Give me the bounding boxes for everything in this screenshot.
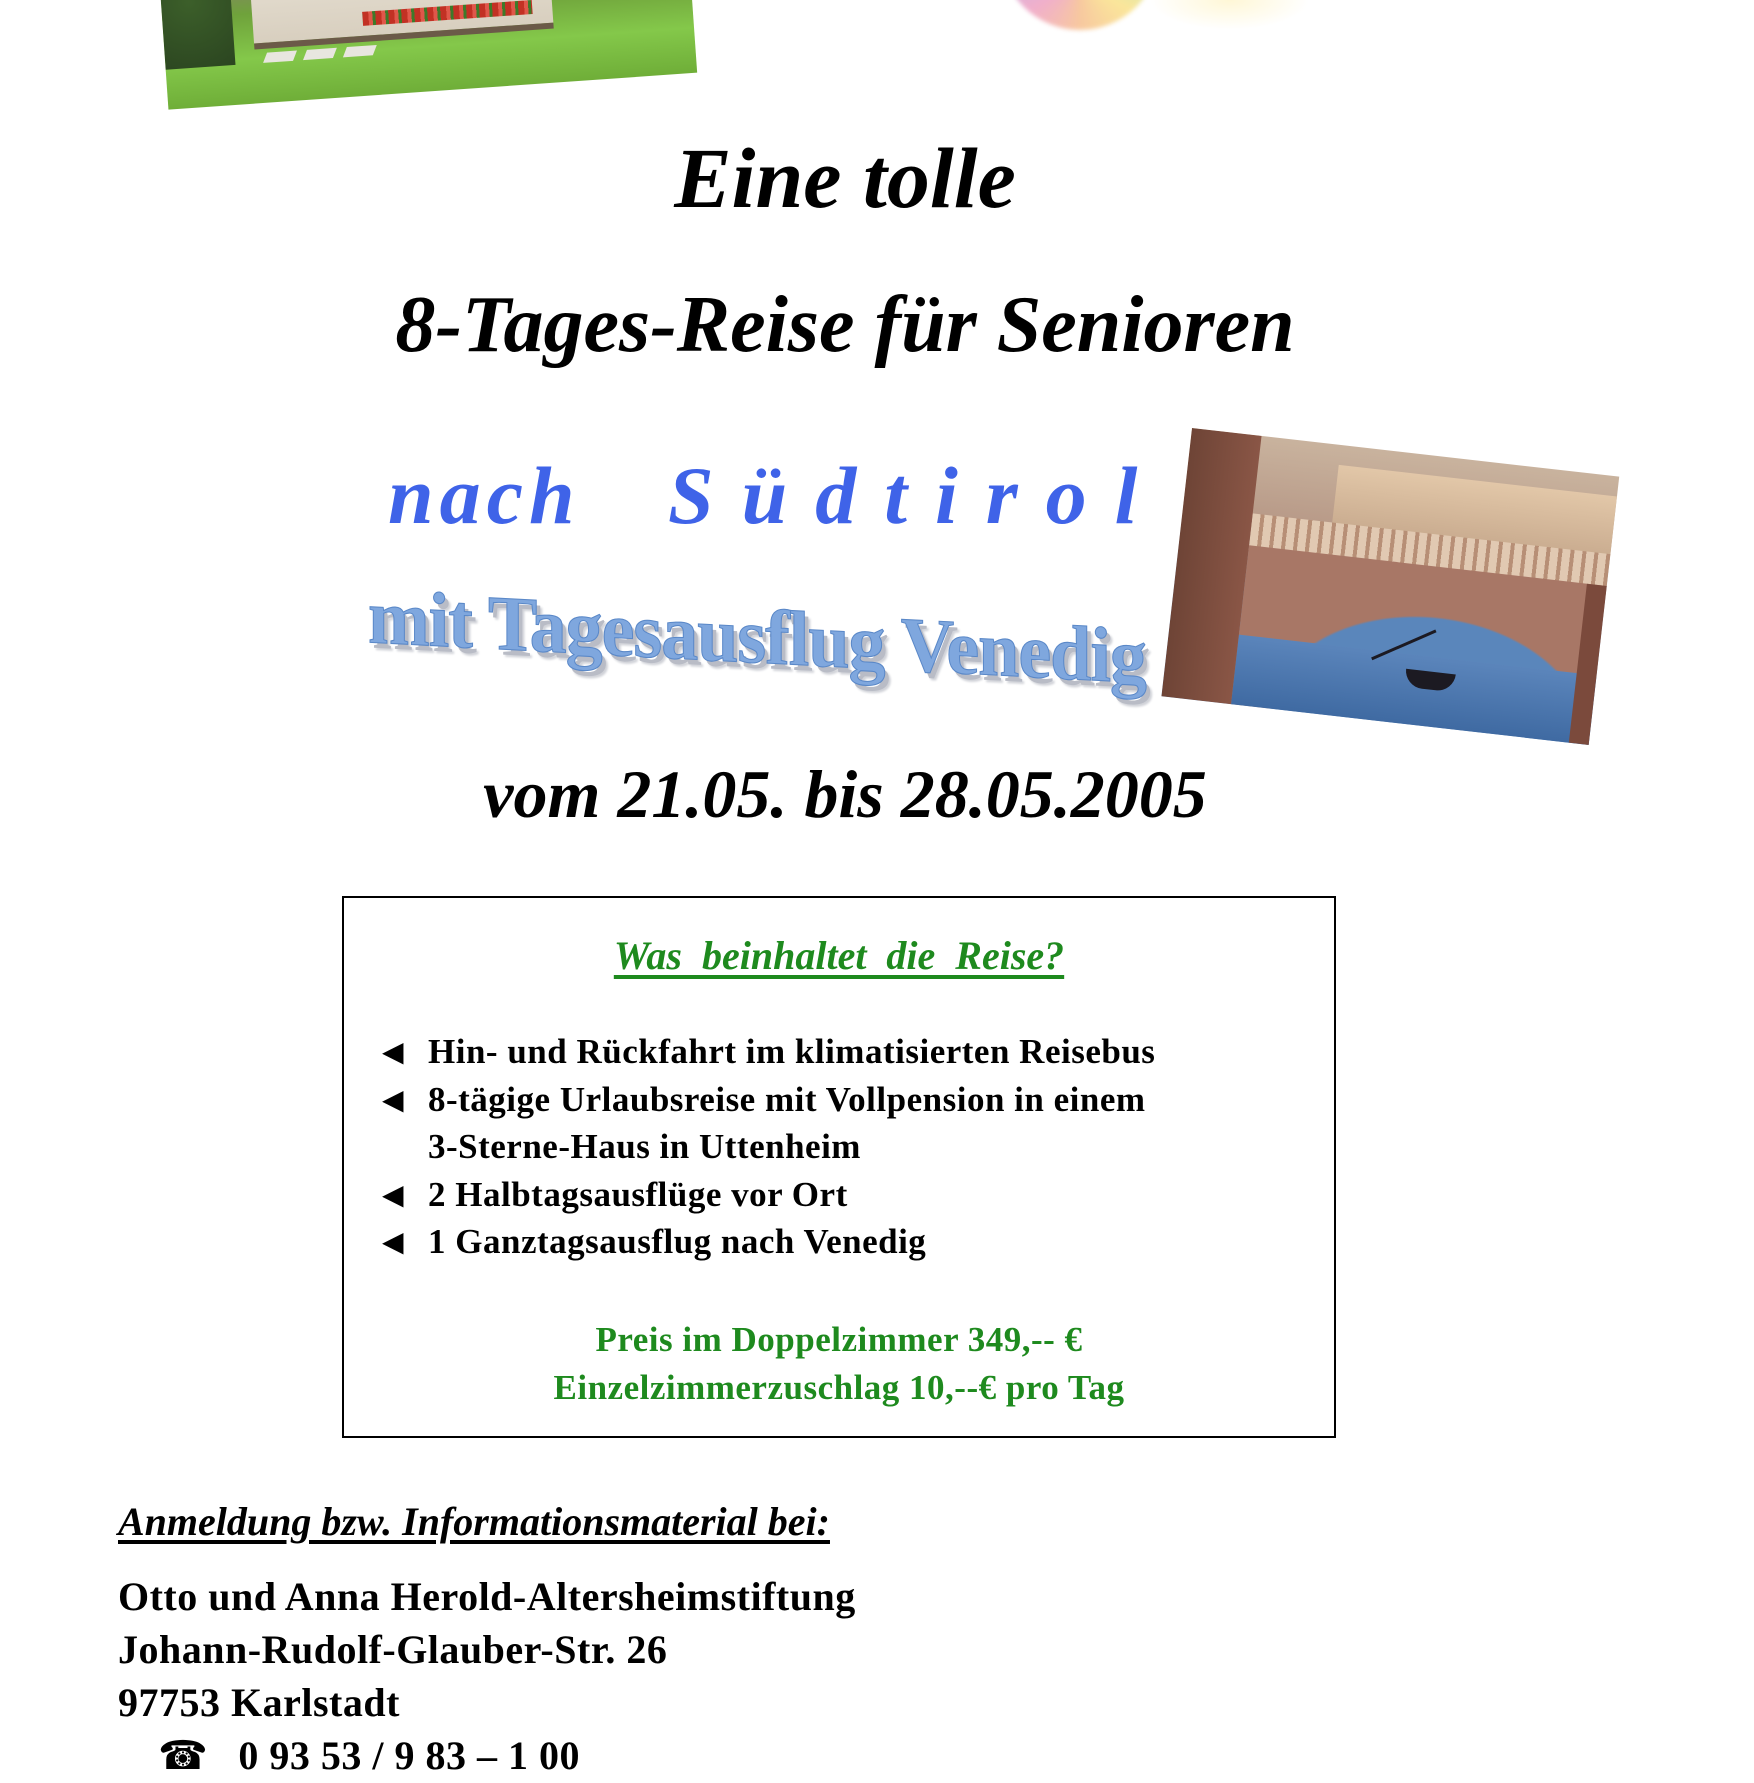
contact-phone[interactable]: 0 93 53 / 9 83 – 1 00 <box>238 1733 580 1778</box>
list-item-text: 2 Halbtagsausflüge vor Ort <box>428 1174 848 1214</box>
contact-address <box>118 1570 856 1783</box>
left-pointer-icon: ◀ <box>382 1177 405 1211</box>
title-line-1: Eine tolle <box>674 130 1016 226</box>
list-item-text: Hin- und Rückfahrt im klimatisierten Reisebus <box>428 1032 1156 1071</box>
contact-organization: Otto und Anna Herold-Altersheimstiftung <box>118 1574 856 1619</box>
list-item <box>382 1171 1155 1219</box>
title-line-2: 8-Tages-Reise für Senioren <box>395 281 1295 369</box>
logo-glow <box>1150 0 1310 30</box>
list-item-text: 1 Ganztagsausflug nach Venedig <box>428 1222 927 1261</box>
telephone-icon: ☎ <box>158 1733 209 1779</box>
left-pointer-icon: ◀ <box>382 1225 405 1258</box>
price-double-room: Preis im Doppelzimmer 349,-- € <box>595 1320 1083 1359</box>
included-items-list <box>382 1028 1155 1266</box>
rainbow-logo <box>1000 0 1160 30</box>
list-item <box>382 1028 1155 1076</box>
list-item-text: 8-tägige Urlaubsreise mit Vollpension in einem 3-Sterne-Haus in Uttenheim <box>428 1079 1146 1166</box>
list-item <box>382 1076 1155 1171</box>
contact-street: Johann-Rudolf-Glauber-Str. 26 <box>118 1627 668 1672</box>
left-pointer-icon: ◀ <box>382 1082 405 1116</box>
travel-dates: vom 21.05. bis 28.05.2005 <box>483 756 1207 832</box>
contact-heading: Anmeldung bzw. Informationsmaterial bei: <box>118 1499 830 1544</box>
left-pointer-icon: ◀ <box>382 1035 405 1068</box>
hotel-photo <box>158 0 697 110</box>
info-box <box>342 896 1336 1438</box>
destination-place: Südtirol <box>668 450 1166 541</box>
contact-city: 97753 Karlstadt <box>118 1680 400 1725</box>
excursion-wordart: mit Tagesausflug Venedig <box>368 573 1146 701</box>
price-info <box>344 1316 1334 1412</box>
venice-bridge-photo <box>1161 428 1619 745</box>
destination-prefix: nach <box>388 450 581 541</box>
contact-phone-row <box>118 1729 856 1783</box>
price-single-surcharge: Einzelzimmerzuschlag 10,--€ pro Tag <box>553 1368 1125 1407</box>
info-box-heading: Was beinhaltet die Reise? <box>613 933 1065 978</box>
list-item <box>382 1218 1155 1266</box>
